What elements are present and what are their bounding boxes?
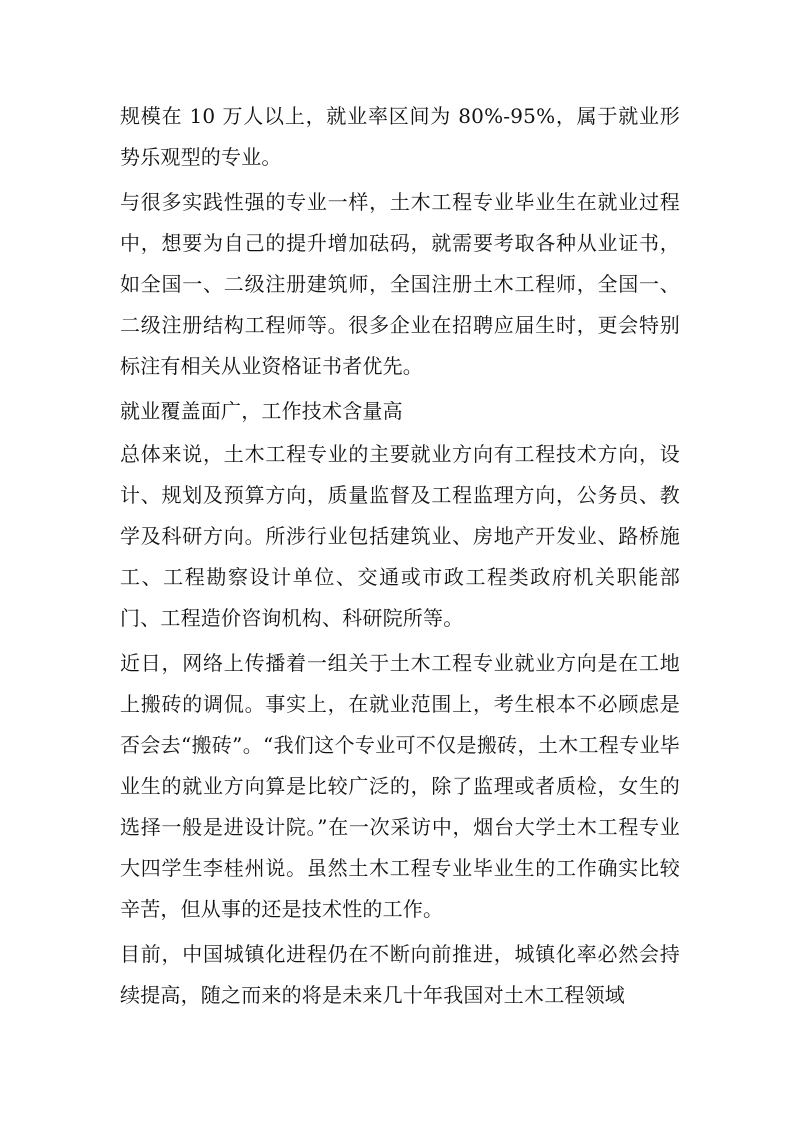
section-heading: 就业覆盖面广，工作技术含量高 [120,399,403,423]
document-body [120,96,680,1020]
paragraph-student-interview: 近日，网络上传播着一组关于土木工程专业就业方向是在工地上搬砖的调侃。事实上，在就业范围上，考生根本不必顾虑是否会去“搬砖”。“我们这个专业可不仅是搬砖，土木工程专业毕业生的就业方向算是比较广泛的，除了监理或者质检，女生的选择一般是进设计院。”在一次采访中，烟台大学土木工程专业大四学生李桂州说。虽然土木工程专业毕业生的工作确实比较辛苦，但从事的还是技术性的工作。 [120,651,680,921]
paragraph-employment-rate: 规模在 10 万人以上，就业率区间为 80%-95%，属于就业形势乐观型的专业。 [120,104,680,169]
paragraph-career-directions: 总体来说，土木工程专业的主要就业方向有工程技术方向，设计、规划及预算方向，质量监督及工程监理方向，公务员、教学及科研方向。所涉行业包括建筑业、房地产开发业、路桥施工、工程勘察设计单位、交通或市政工程类政府机关职能部门、工程造价咨询机构、科研院所等。 [120,442,680,630]
paragraph-urbanization: 目前，中国城镇化进程仍在不断向前推进，城镇化率必然会持续提高，随之而来的将是未来几十年我国对土木工程领域 [120,942,680,1007]
paragraph-certificates: 与很多实践性强的专业一样，土木工程专业毕业生在就业过程中，想要为自己的提升增加砝码，就需要考取各种从业证书，如全国一、二级注册建筑师，全国注册土木工程师，全国一、二级注册结构工程师等。很多企业在招聘应届生时，更会特别标注有相关从业资格证书者优先。 [120,190,680,378]
